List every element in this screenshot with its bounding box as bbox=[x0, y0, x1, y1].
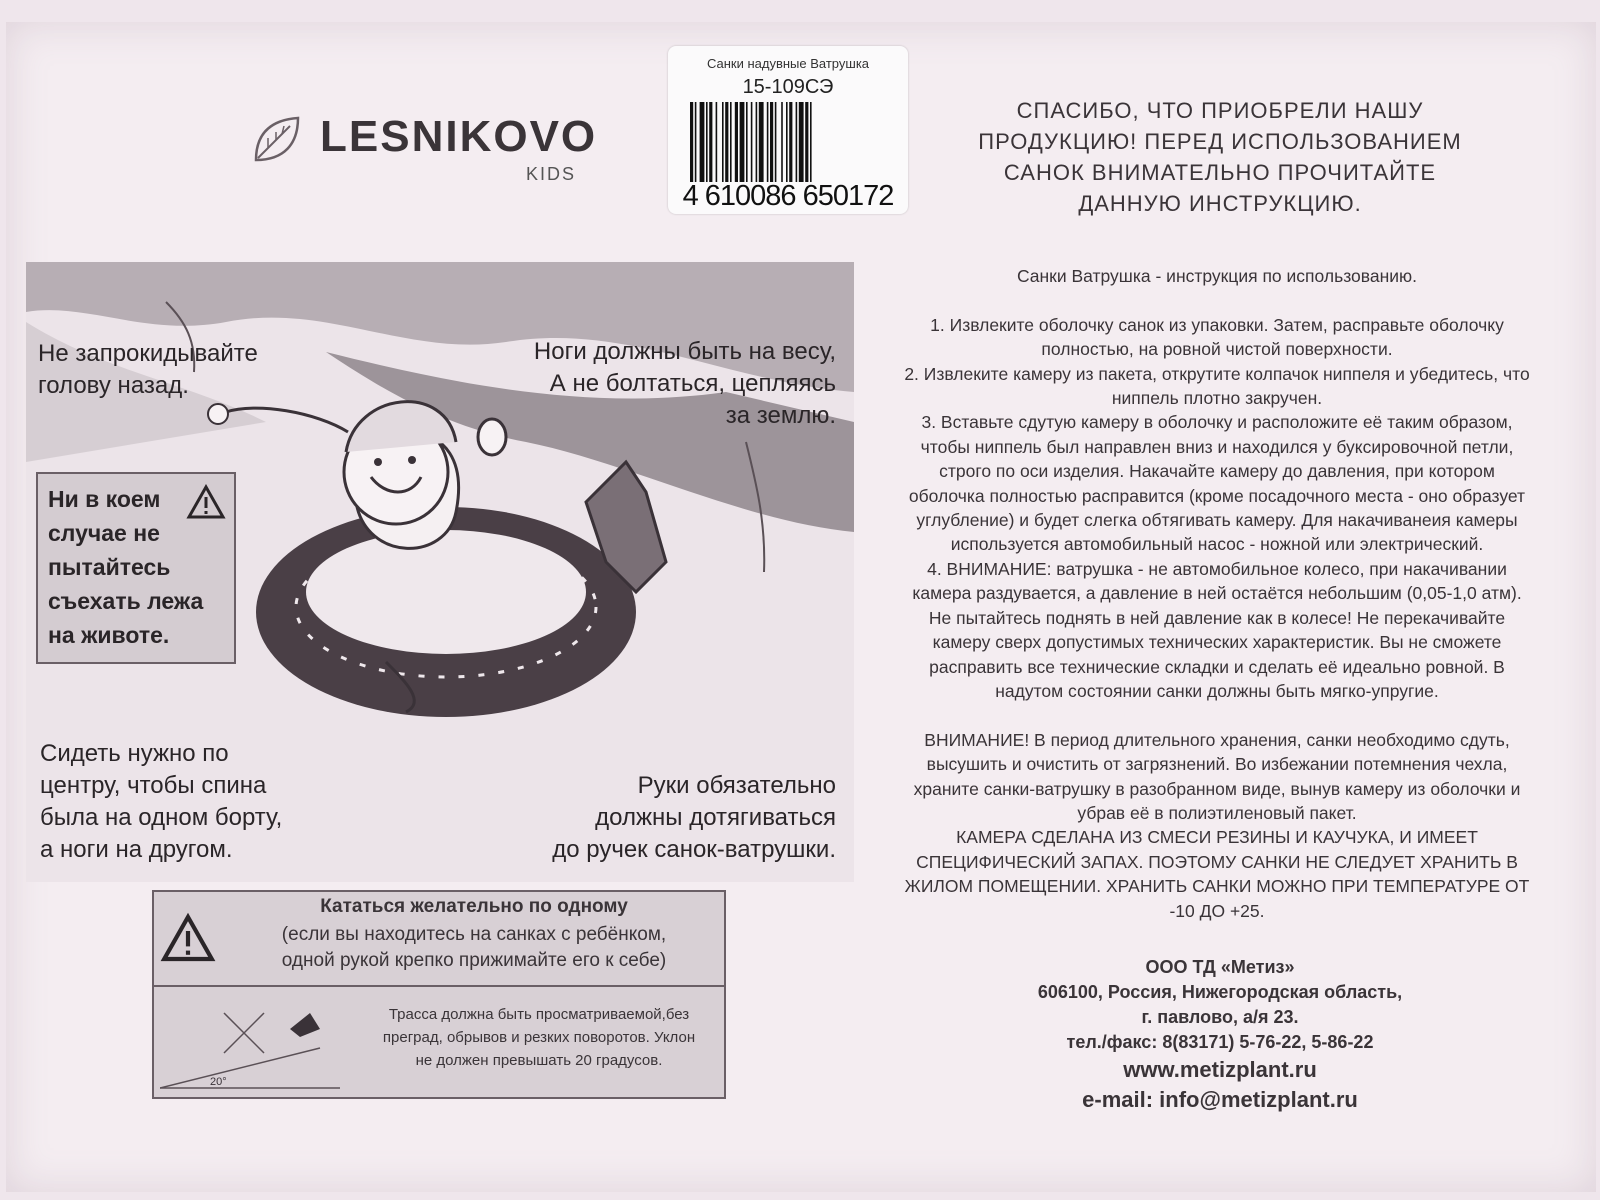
instr-line: ниппель плотно закручен. bbox=[1111, 388, 1323, 409]
track-text bbox=[354, 1003, 724, 1072]
barcode-bar bbox=[799, 102, 804, 182]
storage-line: храните санки-ватрушку в разобранном виде, вынув камеру из оболочки и bbox=[913, 778, 1521, 799]
barcode-bar bbox=[746, 102, 748, 182]
barcode-bar bbox=[789, 102, 792, 182]
instr-line: 2. Извлеките камеру из пакета, открутите колпачок ниппеля и убедитесь, что bbox=[904, 363, 1530, 384]
caption-line: за землю. bbox=[725, 402, 836, 429]
barcode-bar bbox=[751, 102, 753, 182]
track-box bbox=[152, 985, 726, 1099]
caption-line: Ноги должны быть на весу, bbox=[533, 338, 836, 365]
instr-line: полностью, на ровной чистой поверхности. bbox=[1041, 339, 1393, 360]
instr-line: используется автомобильный насос - ножной или электрический. bbox=[950, 534, 1484, 555]
barcode-bar bbox=[725, 102, 728, 182]
track-line: Трасса должна быть просматриваемой,без bbox=[388, 1006, 690, 1023]
barcode-bar bbox=[805, 102, 808, 182]
slope-angle-label: 20° bbox=[210, 1076, 227, 1088]
barcode-bar bbox=[775, 102, 777, 182]
instr-line: чтобы ниппель был направлен вниз и находился у буксировочной петли, bbox=[920, 436, 1514, 457]
product-name: Санки надувные Ватрушка bbox=[706, 56, 870, 71]
thanks-line: ДАННУЮ ИНСТРУКЦИЮ. bbox=[1078, 191, 1362, 216]
barcode-bar bbox=[690, 102, 693, 182]
instructions bbox=[852, 264, 1582, 923]
caption-line: а ноги на другом. bbox=[40, 836, 233, 863]
product-code: 15-109СЭ bbox=[742, 76, 834, 98]
storage-line: ВНИМАНИЕ! В период длительного хранения, санки необходимо сдуть, bbox=[924, 729, 1510, 750]
caption-legs bbox=[496, 336, 836, 432]
instr-line: 3. Вставьте сдутую камеру в оболочку и расположите её таким образом, bbox=[921, 412, 1513, 433]
leaf-icon bbox=[250, 112, 304, 166]
instr-line: Не пытайтесь поднять в ней давление как в колесе! Не перекачивайте bbox=[928, 607, 1506, 628]
barcode-bar bbox=[786, 102, 788, 182]
barcode-bar bbox=[706, 102, 708, 182]
instr-line: надутом состоянии санки должны быть мягко-упругие. bbox=[995, 680, 1439, 701]
company-phone: тел./факс: 8(83171) 5-76-22, 5-86-22 bbox=[1066, 1032, 1374, 1052]
storage-line: -10 ДО +25. bbox=[1169, 900, 1265, 921]
caption-line: была на одном борту, bbox=[40, 804, 283, 831]
warning-line: случае не bbox=[48, 520, 160, 546]
caption-line: должны дотягиваться bbox=[595, 804, 836, 831]
thanks-line: ПРОДУКЦИЮ! ПЕРЕД ИСПОЛЬЗОВАНИЕМ bbox=[978, 129, 1462, 154]
company-web: www.metizplant.ru bbox=[1123, 1057, 1317, 1082]
barcode-bar bbox=[700, 102, 705, 182]
instr-line: 1. Извлеките оболочку санок из упаковки. Затем, расправьте оболочку bbox=[930, 314, 1504, 335]
barcode-bar bbox=[730, 102, 732, 182]
caption-line: голову назад. bbox=[38, 372, 189, 399]
slope-diagram-icon bbox=[160, 993, 350, 1093]
thanks-line: СПАСИБО, ЧТО ПРИОБРЕЛИ НАШУ bbox=[1016, 98, 1424, 123]
barcode-bar bbox=[740, 102, 745, 182]
caption-sit bbox=[40, 738, 282, 866]
caption-line: Руки обязательно bbox=[637, 772, 836, 799]
barcode-bar bbox=[770, 102, 773, 182]
caption-line: Не запрокидывайте bbox=[38, 340, 258, 367]
barcode-bar bbox=[796, 102, 798, 182]
caption-line: до ручек санок-ватрушки. bbox=[552, 836, 836, 863]
thanks-line: САНОК ВНИМАТЕЛЬНО ПРОЧИТАЙТЕ bbox=[1003, 160, 1437, 185]
warning-line: пытайтесь bbox=[48, 554, 171, 580]
barcode-bar bbox=[716, 102, 718, 182]
company-block bbox=[960, 955, 1480, 1115]
instr-line: камера раздувается, а давление в ней остаётся небольшим (0,05-1,0 атм). bbox=[912, 583, 1522, 604]
warning-triangle-icon bbox=[186, 484, 226, 520]
brand-name: LESNIKOVO bbox=[320, 112, 598, 161]
barcode-bar bbox=[810, 102, 812, 182]
barcode-number: 4 610086 650172 bbox=[682, 180, 894, 212]
caption-head bbox=[38, 338, 258, 402]
instr-line: расправить все технические складки и сделать её идеально ровной. В bbox=[929, 656, 1505, 677]
storage-line: убрав её в полиэтиленовый пакет. bbox=[1077, 802, 1357, 823]
caption-line: А не болтаться, цепляясь bbox=[549, 370, 836, 397]
barcode-bar bbox=[759, 102, 764, 182]
warning-line: на животе. bbox=[48, 622, 170, 648]
company-name: ООО ТД «Метиз» bbox=[1145, 957, 1295, 977]
caption-hands bbox=[506, 770, 836, 866]
instr-line: 4. ВНИМАНИЕ: ватрушка - не автомобильное колесо, при накачивании bbox=[927, 558, 1507, 579]
instructions-title: Санки Ватрушка - инструкция по использованию. bbox=[1016, 266, 1418, 286]
caption-line: центру, чтобы спина bbox=[40, 772, 267, 799]
barcode-bar bbox=[781, 102, 783, 182]
barcode-icon bbox=[688, 102, 888, 182]
barcode-label bbox=[668, 46, 908, 214]
ride-alone-line: (если вы находитесь на санках с ребёнком, bbox=[281, 924, 667, 945]
warning-line: съехать лежа bbox=[48, 588, 204, 614]
instr-line: углубление) и будет слегка обтягивать камеру. Для накачиванеия камеры bbox=[916, 510, 1518, 531]
company-email: e-mail: info@metizplant.ru bbox=[1082, 1087, 1358, 1112]
barcode-bar bbox=[722, 102, 724, 182]
storage-line: КАМЕРА СДЕЛАНА ИЗ СМЕСИ РЕЗИНЫ И КАУЧУКА, И ИМЕЕТ bbox=[956, 827, 1478, 848]
barcode-bar bbox=[767, 102, 769, 182]
storage-line: высушить и очистить от загрязнений. Во избежании потемнения чехла, bbox=[926, 754, 1508, 775]
barcode-bar bbox=[709, 102, 712, 182]
warning-triangle-icon bbox=[160, 912, 216, 964]
storage-line: ЖИЛОМ ПОМЕЩЕНИИ. ХРАНИТЬ САНКИ МОЖНО ПРИ ТЕМПЕРАТУРЕ ОТ bbox=[904, 876, 1530, 897]
caption-line: Сидеть нужно по bbox=[40, 740, 229, 767]
barcode-bar bbox=[735, 102, 738, 182]
warning-line: Ни в коем bbox=[48, 486, 161, 512]
company-address: 606100, Россия, Нижегородская область, bbox=[1037, 982, 1403, 1002]
track-line: не должен превышать 20 градусов. bbox=[415, 1052, 663, 1069]
warning-box bbox=[36, 472, 236, 664]
instr-line: строго по оси изделия. Накачайте камеру до давления, при котором bbox=[939, 461, 1495, 482]
warning-text bbox=[48, 482, 203, 652]
brand-sub: KIDS bbox=[526, 164, 577, 184]
barcode-bar bbox=[756, 102, 758, 182]
ride-alone-text bbox=[224, 922, 724, 974]
ride-alone-box bbox=[152, 890, 726, 994]
instr-line: оболочка полностью расправится (кроме посадочного места - оно образует bbox=[908, 485, 1526, 506]
ride-alone-line: одной рукой крепко прижимайте его к себе) bbox=[281, 950, 667, 971]
barcode-bar bbox=[695, 102, 697, 182]
thanks-block bbox=[960, 95, 1480, 219]
company-address: г. павлово, а/я 23. bbox=[1141, 1007, 1299, 1027]
ride-alone-title: Кататься желательно по одному bbox=[320, 896, 628, 917]
track-line: преград, обрывов и резких поворотов. Уклон bbox=[382, 1029, 696, 1046]
storage-line: СПЕЦИФИЧЕСКИЙ ЗАПАХ. ПОЭТОМУ САНКИ НЕ СЛЕДУЕТ ХРАНИТЬ В bbox=[916, 851, 1518, 872]
instr-line: камеру сверх допустимых технических характеристик. Вы не сможете bbox=[932, 632, 1502, 653]
